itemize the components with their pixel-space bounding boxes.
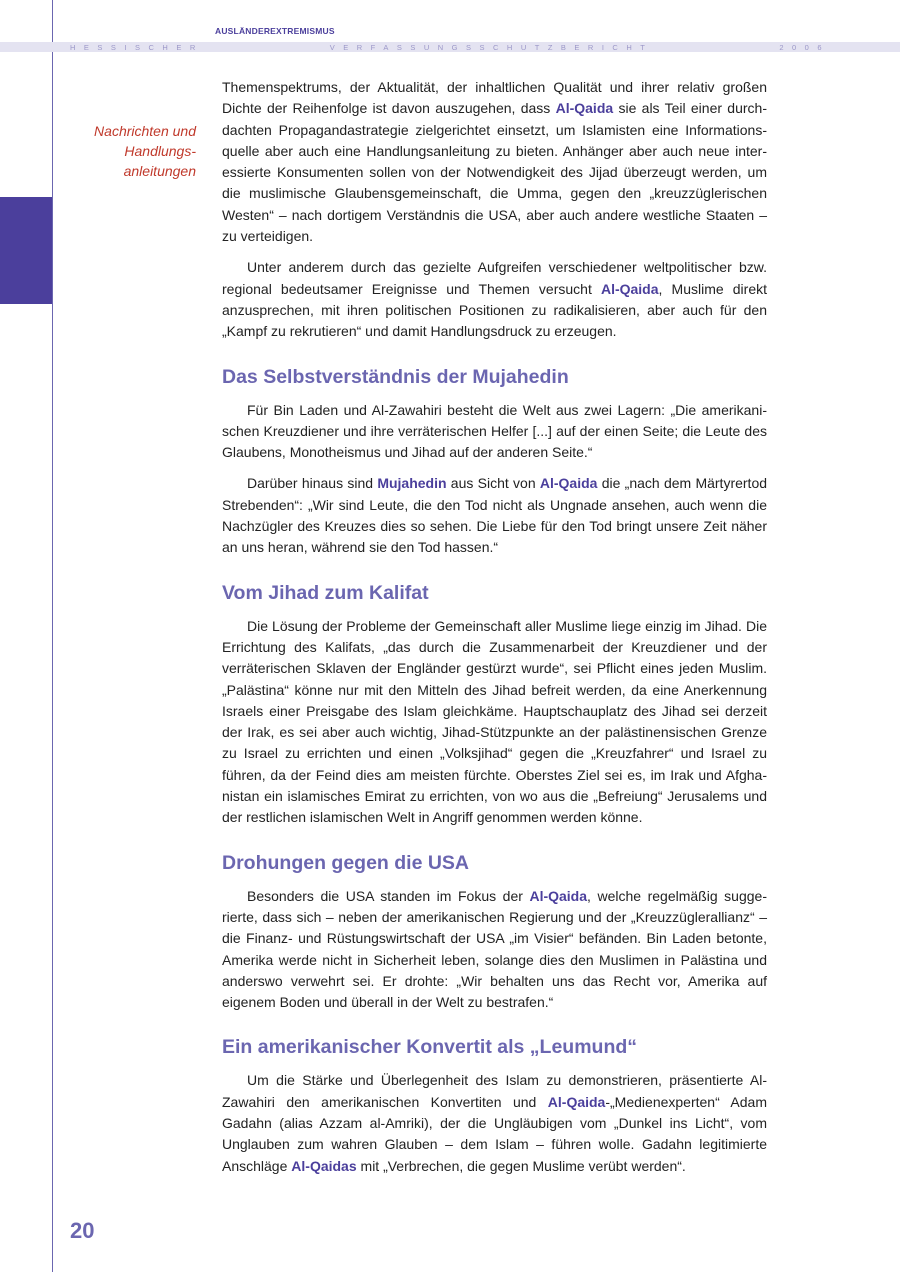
text-run: Themenspektrums, der Aktualität, der inhaltlichen Qualität und ihrer relativ großen Dichte der Reihenfolge ist davon auszugehen, dass bbox=[222, 79, 767, 117]
paragraph: Die Lösung der Probleme der Gemeinschaft aller Muslime liege einzig im Jihad. Die Errichtung des Kalifats, „das durch die Zusammenarbeit der Kreuzdiener und der verräterischen Sklaven der Engländer gestürzt wurde“, sei Pflicht eines jeden Muslim. „Palästina“ könne nur mit den Mitteln des Jihad befreit werden, da eine Anerkennung Israels einer Preisgabe des Islam gleichkäme. Hauptschauplatz des Jihad sei derzeit der Irak, es sei aber auch wichtig, Jihad-Stützpunkte an der palästinensischen Grenze zu Israel zu errichten und einen „Volksjihad“ gegen die „Kreuzfahrer“ und Israel zu führen, da der Feind dies am meisten fürchte. Oberstes Ziel sei es, im Irak und Afghanistan ein islamisches Emirat zu errichten, von wo aus die „Befreiung“ Jerusalems und der restlichen islamischen Welt in Angriff genommen werden könne. bbox=[222, 617, 767, 826]
paragraph bbox=[222, 1070, 767, 1176]
chapter-title: AUSLÄNDEREXTREMISMUS bbox=[215, 26, 335, 36]
margin-rule bbox=[52, 0, 53, 1272]
page-number: 20 bbox=[70, 1218, 95, 1243]
text-run: sie als Teil einer durchdachten Propagandastrategie zielgerichtet einsetzt, um Islamisten eine Informationsquelle aber auch eine Handlungsanleitung zu bieten. Anhänger aber auch neue interessierte Konsumenten sollen von der Notwendigkeit des Jijad überzeugt werden, um die muslimische Glaubensgemeinschaft, die Umma, gegen den „kreuzzüglerischen Westen“ – nach dortigem Verständnis die USA, aber auch andere westliche Staaten – zu verteidigen. bbox=[222, 100, 768, 245]
text-run: Besonders die USA standen im Fokus der bbox=[247, 887, 530, 904]
text-run: die „nach dem Märtyrertod Strebenden“: „Wir sind Leute, die den Tod nicht als Ungnade ansehen, auch wenn die Nachzügler des Kreuzes dies so sehen. Die Liebe für den Tod bringt unsere Zeit näher an uns heran, während sie den Tod hassen.“ bbox=[222, 475, 768, 556]
section-heading: Das Selbstverständnis der Mujahedin bbox=[222, 365, 569, 388]
running-word: 2006 bbox=[779, 42, 830, 52]
running-word: VERFASSUNGSSCHUTZBERICHT bbox=[329, 42, 654, 52]
marginal-note-line: anleitungen bbox=[123, 163, 196, 179]
text-run: , welche regelmäßig suggerierte, dass sich – neben der amerikanischen Regierung und der „Kreuzzüglerallianz“ – die Finanz- und Rüstungswirtschaft der USA „im Visier“ befänden. Bin Laden betonte, Amerika werde nicht in Sicherheit leben, solange dies den Muslimen in Palästina und anderswo verwehrt sei. Er drohte: „Wir behalten uns das Recht vor, Amerika auf eigenem Boden und überall in der Welt zu bestrafen.“ bbox=[222, 887, 768, 1011]
highlight-term: Al-Qaida bbox=[600, 280, 659, 297]
text-run: Unter anderem durch das gezielte Aufgreifen verschiedener weltpolitischer bzw. regional bedeutsamer Ereignisse und Themen versucht bbox=[222, 259, 767, 297]
paragraph bbox=[222, 77, 767, 247]
text-run: Um die Stärke und Überlegenheit des Islam zu demonstrieren, präsentierte Al-Zawahiri den amerikanischen Konvertiten und bbox=[222, 1072, 767, 1110]
highlight-term: Al-Qaida bbox=[529, 887, 588, 904]
highlight-term: Al-Qaidas bbox=[291, 1157, 357, 1174]
section-heading: Drohungen gegen die USA bbox=[222, 851, 470, 874]
text-run: , Muslime direkt anzusprechen, mit ihren politischen Positionen zu radikalisieren, aber auch für den „Kampf zu rekrutieren“ und damit Handlungsdruck zu erzeugen. bbox=[222, 280, 767, 340]
text-run: -„Medienexperten“ Adam Gadahn (alias Azzam al-Amriki), der die Ungläubigen vom „Dunkel ins Licht“, vom Unglauben zum wahren Glauben – dem Islam – führen wolle. Gadahn legitimierte Anschläge bbox=[222, 1093, 768, 1174]
paragraph bbox=[222, 473, 767, 558]
section-heading: Vom Jihad zum Kalifat bbox=[222, 581, 429, 604]
paragraph bbox=[222, 257, 767, 342]
highlight-term: Al-Qaida bbox=[539, 475, 598, 492]
text-run: mit „Verbrechen, die gegen Muslime verübt werden“. bbox=[356, 1157, 686, 1174]
marginal-note-line: Handlungs- bbox=[124, 143, 196, 159]
paragraph bbox=[222, 886, 767, 1014]
main-text bbox=[222, 77, 767, 1187]
section-heading: Ein amerikanischer Konvertit als „Leumund“ bbox=[222, 1036, 638, 1059]
highlight-term: Al-Qaida bbox=[555, 100, 614, 117]
running-word: HESSISCHER bbox=[70, 42, 204, 52]
highlight-term: Al-Qaida bbox=[547, 1093, 606, 1110]
running-header bbox=[70, 42, 830, 52]
text-run: Darüber hinaus sind bbox=[247, 475, 378, 492]
highlight-term: Mujahedin bbox=[377, 475, 447, 492]
text-run: aus Sicht von bbox=[446, 475, 540, 492]
marginal-note bbox=[60, 121, 196, 181]
chapter-thumb-tab bbox=[0, 197, 52, 304]
marginal-note-line: Nachrichten und bbox=[94, 123, 196, 139]
paragraph: Für Bin Laden und Al-Zawahiri besteht die Welt aus zwei Lagern: „Die amerikanischen Kreuzdiener und ihre verräterischen Helfer [...] auf der einen Seite; die Leute des Glaubens, Monotheismus und Jihad auf der anderen Seite.“ bbox=[222, 401, 767, 461]
